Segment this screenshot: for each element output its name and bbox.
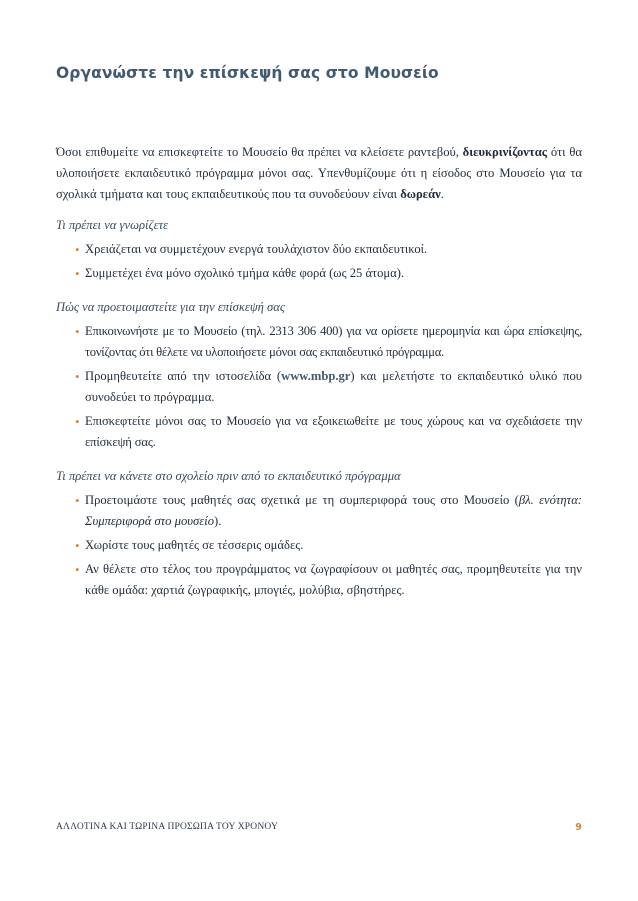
page-title: Οργανώστε την επίσκεψή σας στο Μουσείο [56, 64, 439, 82]
list-item-text: ) και μελετήστε το εκπαιδευτικό υλικό που συνοδεύει το πρόγραμμα. [85, 369, 582, 404]
list-item [56, 321, 582, 363]
intro-text-2: ότι θα υλοποιήσετε εκπαιδευτικό πρόγραμμα μόνοι σας. Υπενθυμίζουμε ότι η είσοδος στο Μουσείο για τα σχολικά τμήματα και τους εκπαιδευτικούς που τα συνοδεύουν είναι [56, 145, 582, 201]
prepare-list [56, 321, 582, 453]
bullet-icon: • [75, 562, 80, 577]
list-item-text: Χρειάζεται να συμμετέχουν ενεργά τουλάχιστον δύο εκπαιδευτικοί. [85, 242, 428, 256]
list-item-text: Επικοινωνήστε με το Μουσείο (τηλ. 2313 306 400) για να ορίσετε ημερομηνία και ώρα επίσκεψης, τονίζοντας ότι θέλετε να υλοποιήσετε μόνοι σας εκπαιδευτικό πρόγραμμα. [85, 324, 582, 359]
list-item-text: ). [214, 514, 222, 528]
bullet-icon: • [75, 266, 80, 281]
website-link[interactable]: www.mbp.gr [281, 369, 351, 383]
list-item-text: Επισκεφτείτε μόνοι σας το Μουσείο για να εξοικειωθείτε με τους χώρους και να σχεδιάσετε την επίσκεψή σας. [85, 414, 582, 449]
list-item [56, 411, 582, 453]
bullet-icon: • [75, 538, 80, 553]
running-title: ΑΛΛΟΤΙΝΑ ΚΑΙ ΤΩΡΙΝΑ ΠΡΟΣΩΠΑ ΤΟΥ ΧΡΟΝΟΥ [56, 822, 279, 832]
list-item-text: Προετοιμάστε τους μαθητές σας σχετικά με τη συμπεριφορά τους στο Μουσείο ( [85, 493, 519, 507]
know-list [56, 239, 582, 284]
section-heading-know: Τι πρέπει να γνωρίζετε [56, 218, 169, 232]
section-heading-school: Τι πρέπει να κάνετε στο σχολείο πριν από το εκπαιδευτικό πρόγραμμα [56, 469, 401, 483]
bullet-icon: • [75, 324, 80, 339]
list-item-text: Χωρίστε τους μαθητές σε τέσσερις ομάδες. [85, 538, 304, 552]
list-item [56, 559, 582, 601]
intro-text-3: . [440, 187, 444, 201]
list-item-italic: βλ. ενότητα: Συμπεριφορά στο μουσείο [85, 493, 582, 528]
list-item [56, 535, 582, 556]
page-footer [56, 822, 582, 832]
list-item-text: Προμηθευτείτε από την ιστοσελίδα ( [85, 369, 282, 383]
main-content [56, 142, 582, 614]
bullet-icon: • [75, 369, 80, 384]
list-item [56, 263, 582, 284]
intro-paragraph [56, 142, 582, 205]
list-item [56, 239, 582, 260]
bullet-icon: • [75, 242, 80, 257]
intro-bold-2: δωρεάν [400, 187, 441, 201]
school-list [56, 490, 582, 601]
bullet-icon: • [75, 493, 80, 508]
list-item-text: Συμμετέχει ένα μόνο σχολικό τμήμα κάθε φορά (ως 25 άτομα). [85, 266, 405, 280]
section-heading-prepare: Πώς να προετοιμαστείτε για την επίσκεψή σας [56, 300, 285, 314]
list-item [56, 490, 582, 532]
bullet-icon: • [75, 414, 80, 429]
page-number: 9 [575, 822, 582, 833]
list-item-text: Αν θέλετε στο τέλος του προγράμματος να ζωγραφίσουν οι μαθητές σας, προμηθευτείτε για την κάθε ομάδα: χαρτιά ζωγραφικής, μπογιές, μολύβια, σβηστήρες. [85, 562, 582, 597]
intro-text-1: Όσοι επιθυμείτε να επισκεφτείτε το Μουσείο θα πρέπει να κλείσετε ραντεβού, [56, 145, 463, 159]
intro-bold-1: διευκρινίζοντας [462, 145, 548, 159]
list-item [56, 366, 582, 408]
